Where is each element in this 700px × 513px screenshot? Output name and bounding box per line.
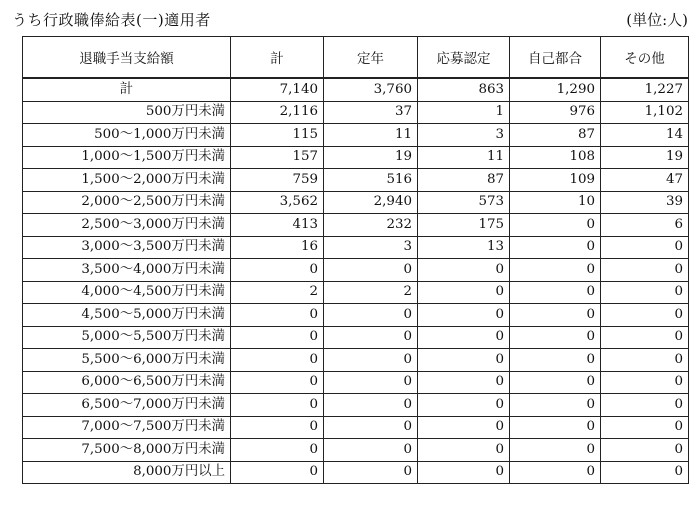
cell-total: 0 (231, 439, 324, 462)
cell-voluntary-application: 0 (418, 461, 510, 484)
cell-mandatory-retirement: 0 (324, 371, 418, 394)
cell-total: 413 (231, 214, 324, 237)
table-body (23, 78, 689, 484)
cell-total: 7,140 (231, 78, 324, 101)
table-row (23, 326, 689, 349)
table-row (23, 461, 689, 484)
table-row (23, 146, 689, 169)
cell-voluntary-application: 13 (418, 236, 510, 259)
table-row (23, 349, 689, 372)
table-row (23, 281, 689, 304)
table-row (23, 124, 689, 147)
table-row (23, 439, 689, 462)
cell-mandatory-retirement: 19 (324, 146, 418, 169)
cell-other: 0 (601, 371, 689, 394)
cell-mandatory-retirement: 232 (324, 214, 418, 237)
row-label: 4,500～5,000万円未満 (23, 304, 231, 327)
cell-other: 0 (601, 236, 689, 259)
cell-voluntary-application: 0 (418, 259, 510, 282)
cell-other: 1,227 (601, 78, 689, 101)
cell-other: 0 (601, 394, 689, 417)
cell-mandatory-retirement: 0 (324, 416, 418, 439)
table-row (23, 191, 689, 214)
cell-total: 0 (231, 461, 324, 484)
cell-mandatory-retirement: 0 (324, 349, 418, 372)
cell-total: 0 (231, 349, 324, 372)
cell-personal-reasons: 109 (510, 169, 601, 192)
cell-other: 47 (601, 169, 689, 192)
cell-total: 2 (231, 281, 324, 304)
cell-other: 39 (601, 191, 689, 214)
row-label: 5,500～6,000万円未満 (23, 349, 231, 372)
cell-voluntary-application: 0 (418, 281, 510, 304)
cell-personal-reasons: 1,290 (510, 78, 601, 101)
cell-voluntary-application: 0 (418, 326, 510, 349)
cell-personal-reasons: 0 (510, 416, 601, 439)
cell-mandatory-retirement: 0 (324, 439, 418, 462)
row-label: 7,000～7,500万円未満 (23, 416, 231, 439)
cell-total: 157 (231, 146, 324, 169)
table-row (23, 214, 689, 237)
row-label: 500～1,000万円未満 (23, 124, 231, 147)
cell-mandatory-retirement: 3,760 (324, 78, 418, 101)
cell-mandatory-retirement: 3 (324, 236, 418, 259)
table-row (23, 394, 689, 417)
cell-total: 115 (231, 124, 324, 147)
cell-other: 0 (601, 304, 689, 327)
row-label: 8,000万円以上 (23, 461, 231, 484)
cell-personal-reasons: 87 (510, 124, 601, 147)
table-row-total (23, 78, 689, 101)
cell-other: 0 (601, 259, 689, 282)
cell-other: 0 (601, 281, 689, 304)
table-row (23, 416, 689, 439)
table-header-row (23, 37, 689, 79)
header-amount-range: 退職手当支給額 (23, 37, 231, 79)
cell-personal-reasons: 0 (510, 304, 601, 327)
table-row (23, 169, 689, 192)
cell-total: 0 (231, 371, 324, 394)
row-label: 3,000～3,500万円未満 (23, 236, 231, 259)
header-voluntary-application: 応募認定 (418, 37, 510, 79)
row-label: 2,500～3,000万円未満 (23, 214, 231, 237)
table-row (23, 371, 689, 394)
cell-personal-reasons: 0 (510, 349, 601, 372)
cell-other: 0 (601, 439, 689, 462)
header-total: 計 (231, 37, 324, 79)
cell-other: 1,102 (601, 101, 689, 124)
cell-mandatory-retirement: 0 (324, 304, 418, 327)
cell-mandatory-retirement: 37 (324, 101, 418, 124)
row-label: 1,000～1,500万円未満 (23, 146, 231, 169)
cell-mandatory-retirement: 11 (324, 124, 418, 147)
cell-voluntary-application: 0 (418, 371, 510, 394)
row-label: 6,000～6,500万円未満 (23, 371, 231, 394)
cell-personal-reasons: 976 (510, 101, 601, 124)
row-label: 6,500～7,000万円未満 (23, 394, 231, 417)
cell-other: 0 (601, 326, 689, 349)
cell-voluntary-application: 863 (418, 78, 510, 101)
cell-other: 6 (601, 214, 689, 237)
cell-other: 14 (601, 124, 689, 147)
header-personal-reasons: 自己都合 (510, 37, 601, 79)
cell-voluntary-application: 175 (418, 214, 510, 237)
cell-total: 3,562 (231, 191, 324, 214)
cell-total: 759 (231, 169, 324, 192)
cell-voluntary-application: 3 (418, 124, 510, 147)
row-label: 5,000～5,500万円未満 (23, 326, 231, 349)
cell-other: 19 (601, 146, 689, 169)
cell-mandatory-retirement: 0 (324, 259, 418, 282)
cell-mandatory-retirement: 0 (324, 461, 418, 484)
cell-other: 0 (601, 461, 689, 484)
cell-voluntary-application: 573 (418, 191, 510, 214)
cell-personal-reasons: 0 (510, 281, 601, 304)
unit-label: (単位:人) (626, 11, 688, 29)
row-label: 4,000～4,500万円未満 (23, 281, 231, 304)
cell-mandatory-retirement: 516 (324, 169, 418, 192)
cell-voluntary-application: 0 (418, 439, 510, 462)
retirement-allowance-table (22, 36, 689, 484)
cell-personal-reasons: 0 (510, 439, 601, 462)
table-row (23, 304, 689, 327)
table-row (23, 236, 689, 259)
cell-personal-reasons: 0 (510, 236, 601, 259)
cell-voluntary-application: 0 (418, 349, 510, 372)
cell-total: 0 (231, 259, 324, 282)
cell-personal-reasons: 10 (510, 191, 601, 214)
cell-personal-reasons: 0 (510, 326, 601, 349)
cell-mandatory-retirement: 2 (324, 281, 418, 304)
row-label: 1,500～2,000万円未満 (23, 169, 231, 192)
cell-total: 16 (231, 236, 324, 259)
cell-voluntary-application: 1 (418, 101, 510, 124)
cell-voluntary-application: 87 (418, 169, 510, 192)
table-row (23, 101, 689, 124)
cell-voluntary-application: 0 (418, 394, 510, 417)
cell-total: 2,116 (231, 101, 324, 124)
row-label: 2,000～2,500万円未満 (23, 191, 231, 214)
cell-total: 0 (231, 304, 324, 327)
cell-personal-reasons: 108 (510, 146, 601, 169)
cell-personal-reasons: 0 (510, 214, 601, 237)
cell-total: 0 (231, 394, 324, 417)
cell-voluntary-application: 0 (418, 416, 510, 439)
cell-personal-reasons: 0 (510, 461, 601, 484)
row-label: 計 (23, 78, 231, 101)
cell-voluntary-application: 0 (418, 304, 510, 327)
row-label: 500万円未満 (23, 101, 231, 124)
cell-other: 0 (601, 416, 689, 439)
cell-personal-reasons: 0 (510, 394, 601, 417)
cell-mandatory-retirement: 0 (324, 394, 418, 417)
cell-total: 0 (231, 416, 324, 439)
document-title: うち行政職俸給表(一)適用者 (12, 11, 211, 29)
cell-voluntary-application: 11 (418, 146, 510, 169)
header-mandatory-retirement: 定年 (324, 37, 418, 79)
cell-mandatory-retirement: 2,940 (324, 191, 418, 214)
header-other: その他 (601, 37, 689, 79)
row-label: 7,500～8,000万円未満 (23, 439, 231, 462)
cell-personal-reasons: 0 (510, 371, 601, 394)
table-row (23, 259, 689, 282)
cell-other: 0 (601, 349, 689, 372)
row-label: 3,500～4,000万円未満 (23, 259, 231, 282)
cell-mandatory-retirement: 0 (324, 326, 418, 349)
cell-total: 0 (231, 326, 324, 349)
cell-personal-reasons: 0 (510, 259, 601, 282)
